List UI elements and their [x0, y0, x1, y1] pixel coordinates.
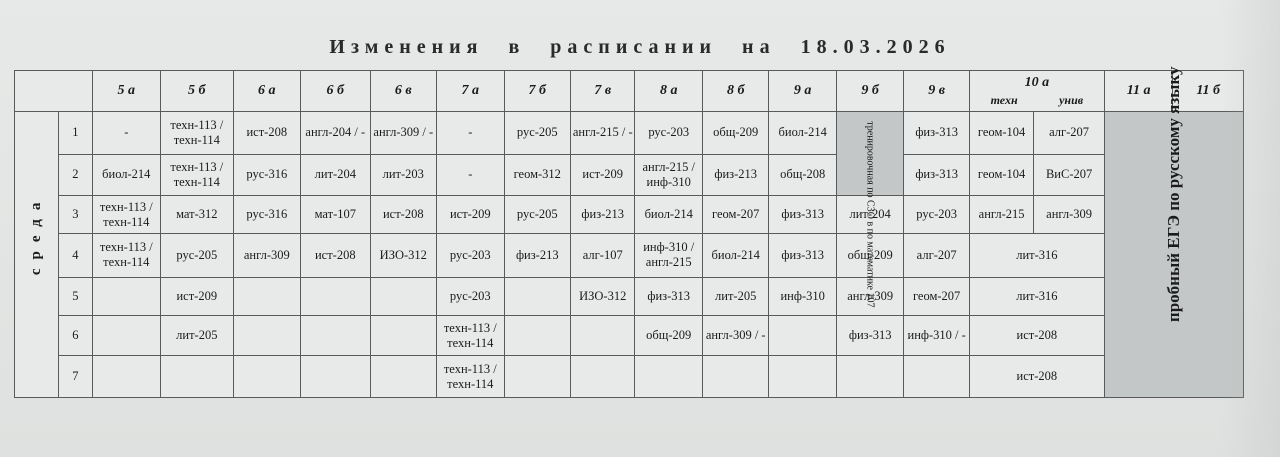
lesson-cell: ист-208	[370, 196, 436, 234]
class-header: 8 а	[635, 71, 702, 112]
lesson-cell: англ-215 / инф-310	[635, 154, 702, 196]
lesson-cell: физ-213	[504, 233, 570, 277]
class-header: 8 б	[702, 71, 768, 112]
lesson-cell	[301, 277, 371, 316]
lesson-cell: общ-209	[635, 316, 702, 356]
class-header: 6 б	[301, 71, 371, 112]
lesson-cell	[301, 316, 371, 356]
lesson-cell	[301, 356, 371, 398]
lesson-cell: рус-316	[233, 196, 300, 234]
lesson-cell: ИЗО-312	[571, 277, 635, 316]
lesson-cell: физ-213	[702, 154, 768, 196]
lesson-cell: мат-107	[301, 196, 371, 234]
lesson-cell: физ-313	[904, 154, 969, 196]
lesson-cell	[904, 356, 969, 398]
lesson-cell	[161, 356, 234, 398]
table-row	[15, 233, 1244, 277]
lesson-cell	[702, 356, 768, 398]
lesson-cell: техн-113 /техн-114	[437, 316, 504, 356]
class-10a-subheaders	[970, 92, 1104, 109]
class-header: 7 а	[437, 71, 504, 112]
lesson-number: 2	[59, 154, 92, 196]
page-title: Изменения в расписании на 18.03.2026	[329, 36, 951, 58]
lesson-cell: общ-208	[769, 154, 836, 196]
lesson-cell: техн-113 /техн-114	[92, 196, 161, 234]
table-row	[15, 356, 1244, 398]
lesson-cell	[92, 277, 161, 316]
lesson-cell: техн-113 /техн-114	[92, 233, 161, 277]
lesson-cell: англ-309	[1034, 196, 1105, 234]
lesson-cell: англ-309 / -	[702, 316, 768, 356]
lesson-number: 6	[59, 316, 92, 356]
class-header: 7 в	[571, 71, 635, 112]
table-row	[15, 111, 1244, 154]
lesson-cell: биол-214	[702, 233, 768, 277]
lesson-cell: ист-209	[437, 196, 504, 234]
lesson-number: 3	[59, 196, 92, 234]
header-row	[15, 71, 1244, 112]
lesson-cell: инф-310 / -	[904, 316, 969, 356]
lesson-cell: рус-316	[233, 154, 300, 196]
lesson-cell: инф-310 / англ-215	[635, 233, 702, 277]
class-header: 11 б	[1173, 71, 1244, 112]
lesson-cell	[504, 356, 570, 398]
lesson-cell: алг-107	[571, 233, 635, 277]
lesson-cell	[769, 356, 836, 398]
lesson-cell: ист-208	[969, 316, 1104, 356]
class-header: 9 в	[904, 71, 969, 112]
lesson-cell: физ-313	[836, 316, 903, 356]
class-header: 11 а	[1104, 71, 1173, 112]
table-row	[15, 154, 1244, 196]
lesson-cell	[233, 316, 300, 356]
lesson-cell: рус-203	[437, 277, 504, 316]
class-header: 9 а	[769, 71, 836, 112]
lesson-cell	[92, 356, 161, 398]
lesson-number: 7	[59, 356, 92, 398]
lesson-cell: техн-113 /техн-114	[161, 154, 234, 196]
lesson-cell: рус-203	[904, 196, 969, 234]
lesson-cell: англ-215 / -	[571, 111, 635, 154]
table-row	[15, 316, 1244, 356]
lesson-cell	[370, 316, 436, 356]
lesson-cell	[504, 277, 570, 316]
lesson-cell: англ-204 / -	[301, 111, 371, 154]
class-header: 5 б	[161, 71, 234, 112]
lesson-cell: техн-113 /техн-114	[161, 111, 234, 154]
lesson-cell	[233, 277, 300, 316]
lesson-cell	[233, 356, 300, 398]
lesson-cell: физ-313	[769, 196, 836, 234]
lesson-cell: биол-214	[635, 196, 702, 234]
lesson-cell	[571, 316, 635, 356]
lesson-cell: лит-204	[836, 196, 903, 234]
lesson-cell: -	[437, 111, 504, 154]
lesson-cell: общ-209	[836, 233, 903, 277]
lesson-cell: ист-208	[233, 111, 300, 154]
day-cell	[15, 111, 59, 397]
class-header-10a	[969, 71, 1104, 112]
lesson-cell	[370, 356, 436, 398]
lesson-cell: ист-208	[301, 233, 371, 277]
subheader-tekhn: техн	[990, 92, 1018, 107]
lesson-cell: геом-207	[702, 196, 768, 234]
lesson-cell: -	[437, 154, 504, 196]
class-header: 9 б	[836, 71, 903, 112]
lesson-cell: англ-309	[836, 277, 903, 316]
lesson-cell: -	[92, 111, 161, 154]
lesson-cell: рус-205	[504, 111, 570, 154]
lesson-cell: физ-313	[904, 111, 969, 154]
lesson-cell: рус-203	[437, 233, 504, 277]
class-header: 6 в	[370, 71, 436, 112]
lesson-cell: биол-214	[92, 154, 161, 196]
lesson-cell	[635, 356, 702, 398]
lesson-cell: физ-313	[635, 277, 702, 316]
lesson-cell: лит-204	[301, 154, 371, 196]
lesson-cell: ист-209	[571, 154, 635, 196]
lesson-cell: общ-209	[702, 111, 768, 154]
lesson-cell: мат-312	[161, 196, 234, 234]
lesson-cell	[769, 316, 836, 356]
lesson-cell: англ-309	[233, 233, 300, 277]
lesson-cell: алг-207	[904, 233, 969, 277]
lesson-cell: техн-113 /техн-114	[437, 356, 504, 398]
lesson-cell: ИЗО-312	[370, 233, 436, 277]
header-corner	[15, 71, 93, 112]
lesson-cell: ист-208	[969, 356, 1104, 398]
note-9b-text: тренировочная по СЗО в по математике 107	[864, 121, 876, 308]
table-row	[15, 196, 1244, 234]
class-header: 5 а	[92, 71, 161, 112]
lesson-number: 1	[59, 111, 92, 154]
lesson-cell: англ-309 / -	[370, 111, 436, 154]
class-header-label: 10 а	[1024, 74, 1050, 90]
lesson-cell: англ-215	[969, 196, 1033, 234]
lesson-cell: рус-203	[635, 111, 702, 154]
table-row	[15, 277, 1244, 316]
lesson-cell	[370, 277, 436, 316]
lesson-cell: физ-313	[769, 233, 836, 277]
lesson-cell: ист-209	[161, 277, 234, 316]
lesson-cell	[571, 356, 635, 398]
lesson-number: 4	[59, 233, 92, 277]
lesson-cell	[92, 316, 161, 356]
lesson-cell: рус-205	[504, 196, 570, 234]
lesson-cell: лит-316	[969, 233, 1104, 277]
lesson-number: 5	[59, 277, 92, 316]
lesson-cell: лит-203	[370, 154, 436, 196]
lesson-cell: физ-213	[571, 196, 635, 234]
lesson-cell: лит-205	[702, 277, 768, 316]
lesson-cell: ВиС-207	[1034, 154, 1105, 196]
subheader-univ: унив	[1059, 92, 1084, 107]
lesson-cell: лит-205	[161, 316, 234, 356]
lesson-cell: рус-205	[161, 233, 234, 277]
lesson-cell: лит-316	[969, 277, 1104, 316]
class-header: 7 б	[504, 71, 570, 112]
class-header: 6 а	[233, 71, 300, 112]
lesson-cell	[836, 356, 903, 398]
lesson-cell: биол-214	[769, 111, 836, 154]
lesson-cell: алг-207	[1034, 111, 1105, 154]
schedule-table	[14, 66, 1244, 398]
day-label: среда	[28, 193, 45, 276]
lesson-cell: геом-312	[504, 154, 570, 196]
note-11-text: пробный ЕГЭ по русскому языку	[1163, 66, 1183, 323]
lesson-cell: геом-104	[969, 111, 1033, 154]
lesson-cell: инф-310	[769, 277, 836, 316]
lesson-cell: геом-207	[904, 277, 969, 316]
lesson-cell: геом-104	[969, 154, 1033, 196]
lesson-cell	[504, 316, 570, 356]
